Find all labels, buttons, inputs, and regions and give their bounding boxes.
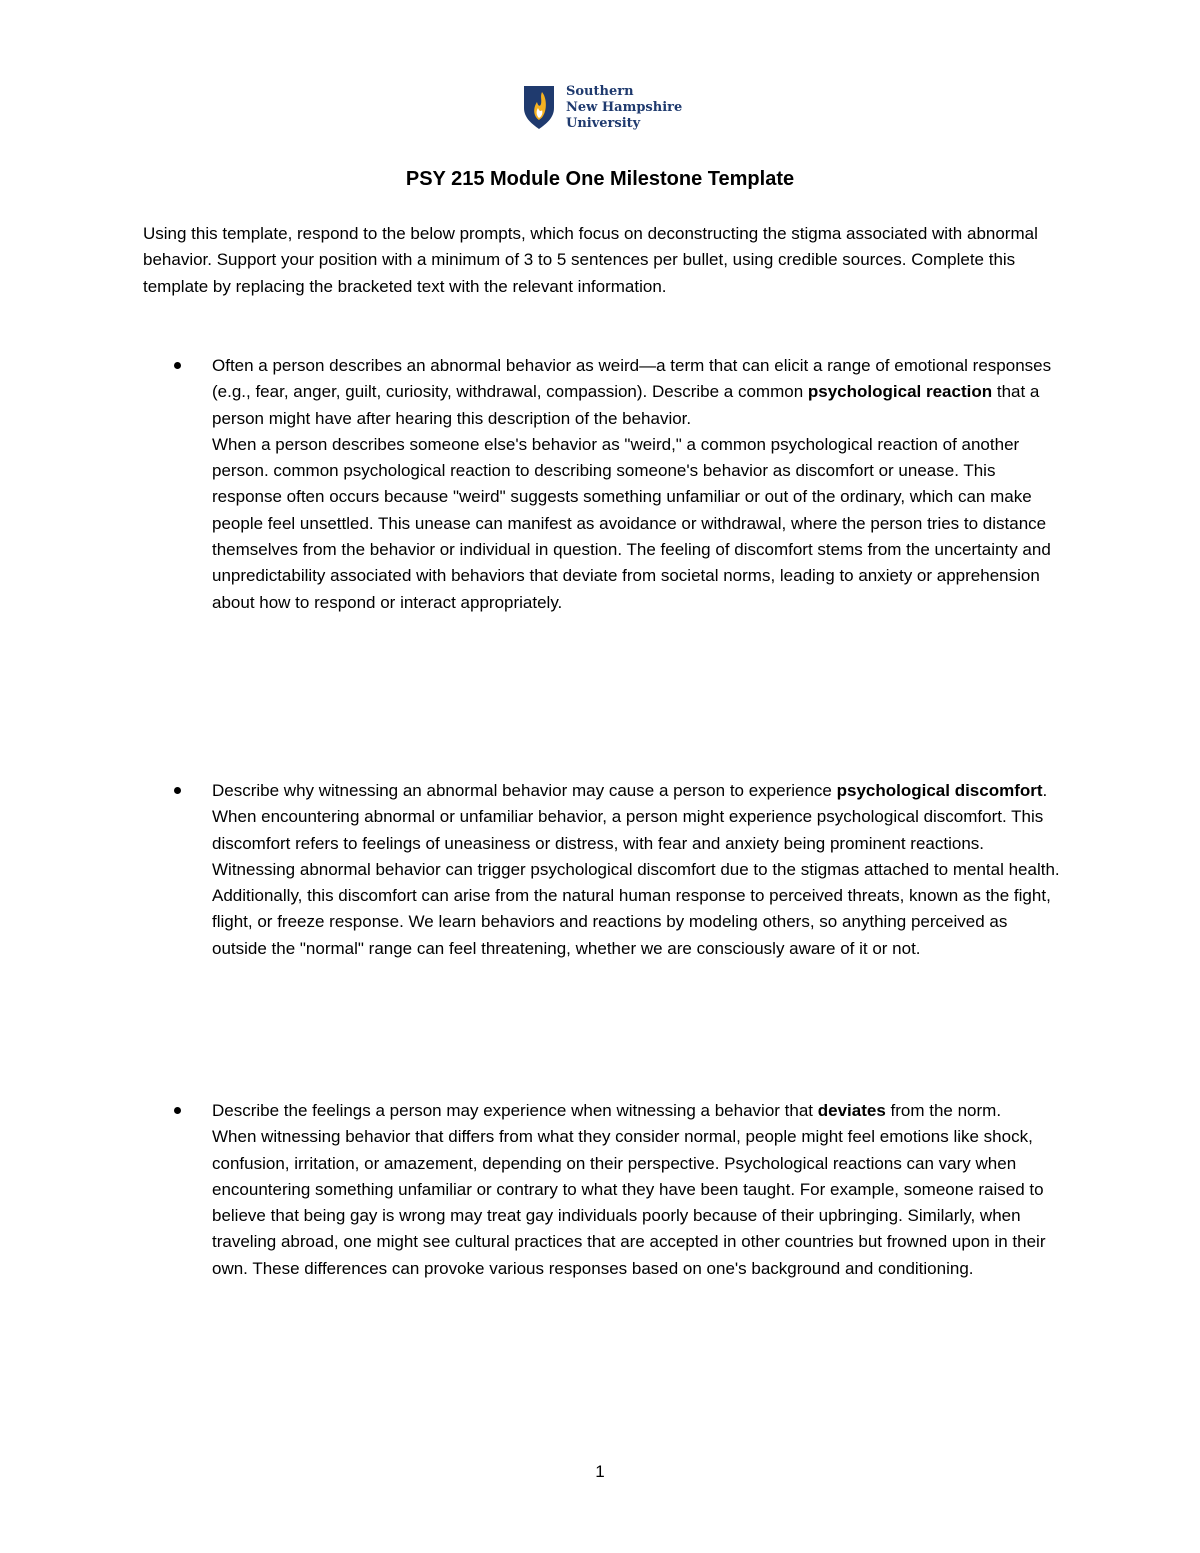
prompt-keyword: deviates <box>817 1101 886 1120</box>
logo-wordmark <box>566 84 682 132</box>
page-number: 1 <box>595 1462 605 1481</box>
prompt-item-1 <box>143 353 1063 616</box>
response-text: When witnessing behavior that differs from what they consider normal, people might feel emotions like shock, confusion, irritation, or amazement, depending on their perspective. Psychological reactions can vary when encountering something unfamiliar or contrary to what they have been taught. For example, someone raised to believe that being gay is wrong may treat gay individuals poorly because of their upbringing. Similarly, when traveling abroad, one might see cultural practices that are accepted in other countries but frowned upon in their own. These differences can provoke various responses based on one's background and conditioning. <box>212 1127 1046 1278</box>
prompt-text: Describe why witnessing an abnormal behavior may cause a person to experience psychological discomfort. <box>212 781 1048 800</box>
document-title: PSY 215 Module One Milestone Template <box>405 168 795 190</box>
prompt-keyword: psychological reaction <box>807 382 993 402</box>
bullet-icon <box>174 1107 181 1114</box>
bullet-icon <box>174 787 181 794</box>
university-logo <box>522 84 722 134</box>
bullet-icon <box>174 362 181 369</box>
intro-paragraph: Using this template, respond to the below prompts, which focus on deconstructing the stigma associated with abnormal behavior. Support your position with a minimum of 3 to 5 sentences per bullet, using credible sources. Complete this template by replacing the bracketed text with the relevant information. <box>143 224 1038 296</box>
response-text: When a person describes someone else's behavior as "weird," a common psychological reaction of another person. common psychological reaction to describing someone's behavior as discomfort or unease. This response often occurs because "weird" suggests something unfamiliar or out of the ordinary, which can make people feel unsettled. This unease can manifest as avoidance or withdrawal, where the person tries to distance themselves from the behavior or individual in question. The feeling of discomfort stems from the uncertainty and unpredictability associated with behaviors that deviate from societal norms, leading to anxiety or apprehension about how to respond or interact appropriately. <box>212 434 1051 612</box>
prompt-text: Describe the feelings a person may experience when witnessing a behavior that deviates from the norm. <box>212 1101 1002 1120</box>
prompt-item-3 <box>143 1098 1063 1282</box>
response-text: When encountering abnormal or unfamiliar behavior, a person might experience psychological discomfort. This discomfort refers to feelings of uneasiness or distress, with fear and anxiety being prominent reactions. Witnessing abnormal behavior can trigger psychological discomfort due to the stigmas attached to mental health. Additionally, this discomfort can arise from the natural human response to perceived threats, known as the fight, flight, or freeze response. We learn behaviors and reactions by modeling others, so anything perceived as outside the "normal" range can feel threatening, whether we are consciously aware of it or not. <box>212 807 1060 958</box>
logo-line-3: University <box>566 116 641 131</box>
prompt-keyword: psychological discomfort <box>836 781 1043 800</box>
logo-line-2: New Hampshire <box>566 100 683 115</box>
flame-shield-icon <box>522 84 556 130</box>
prompt-text: Often a person describes an abnormal behavior as weird—a term that can elicit a range of emotional responses (e.g., fear, anger, guilt, curiosity, withdrawal, compassion). Describe a common psychological reaction that a person might have after hearing this description of the behavior. <box>212 356 1052 428</box>
logo-line-1: Southern <box>566 84 634 99</box>
prompt-item-2 <box>143 778 1063 962</box>
